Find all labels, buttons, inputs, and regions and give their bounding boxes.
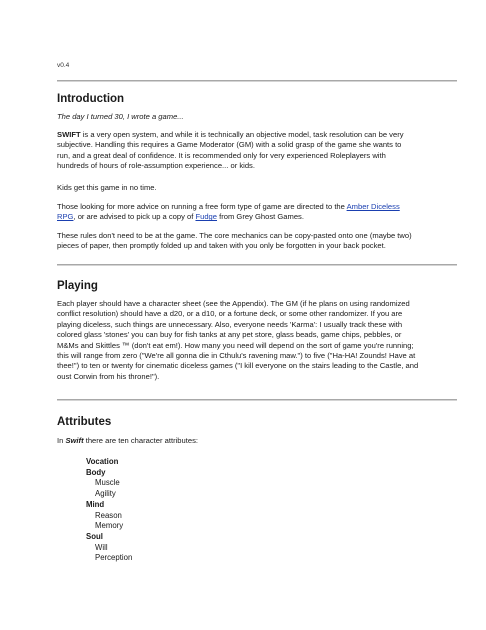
attribute-perception: Perception — [95, 553, 133, 563]
attribute-reason: Reason — [95, 510, 122, 520]
attributes-heading: Attributes — [57, 416, 112, 428]
introduction-paragraph-2: Kids get this game in no time. — [57, 183, 157, 192]
playing-heading: Playing — [57, 280, 98, 292]
attribute-group-body: Body — [86, 467, 106, 477]
section-divider — [57, 264, 457, 266]
attribute-will: Will — [95, 542, 108, 552]
fudge-link[interactable]: Fudge — [195, 212, 218, 222]
amber-diceless-link-continued[interactable]: RPG — [57, 212, 74, 222]
introduction-tagline: The day I turned 30, I wrote a game... — [57, 112, 184, 121]
version-label: v0.4 — [57, 62, 70, 69]
attribute-memory: Memory — [95, 521, 124, 531]
swift-title: SWIFT — [57, 130, 81, 139]
attributes-intro: In Swift there are ten character attributes: — [57, 436, 198, 445]
attribute-agility: Agility — [95, 489, 116, 499]
attribute-group-soul: Soul — [86, 531, 103, 541]
attribute-group-mind: Mind — [86, 499, 105, 509]
section-divider — [57, 80, 457, 82]
attribute-muscle: Muscle — [95, 478, 120, 488]
introduction-paragraph-1: SWIFT is a very open system, and while it is technically an objective model, task resolution can be very subjective. Handling this requires a Game Moderator (GM) with a solid grasp of the game she wants to run, and a great deal of confidence. It is recommended only for very experienced Roleplayers with hundreds of hours of role-assumption experience... or kids. — [57, 130, 404, 171]
playing-paragraph: Each player should have a character sheet (see the Appendix). The GM (if he plans on using randomized conflict resolution) should have a d20, or a d10, or a fortune deck, or some other randomizer. If you are playing diceless, such things are unnecessary. Also, everyone needs 'Karma': I usually track these with colored glass 'stones' you can buy for fish tanks at any pet store, glass beads, game chips, pebbles, or M&Ms and Skittles ™ (don't eat em!). How many you need will depend on the sort of game you're running; this will range from zero ("We're all gonna die in Cthulu's ravening maw.") to five ("Ha-HA! Zounds! Have at thee!") to ten or twenty for cinematic diceless games ("I kill everyone on the stairs leading to the Castle, and oust Corwin from his throne!"). — [57, 299, 419, 381]
introduction-paragraph-4: These rules don't need to be at the game. The core mechanics can be copy-pasted onto one (maybe two) pieces of paper, then promptly folded up and taken with you only be forgotten in your back pocket. — [57, 231, 412, 251]
introduction-paragraph-3: Those looking for more advice on running a free form type of game are directed to the Amber Diceless RPG, or are advised to pick up a copy of Fudge from Grey Ghost Games. — [57, 202, 400, 222]
attribute-list — [86, 457, 132, 564]
section-divider — [57, 399, 457, 401]
amber-diceless-link[interactable]: Amber Diceless — [346, 202, 400, 211]
attribute-group-vocation: Vocation — [86, 457, 119, 466]
introduction-heading: Introduction — [57, 93, 125, 105]
